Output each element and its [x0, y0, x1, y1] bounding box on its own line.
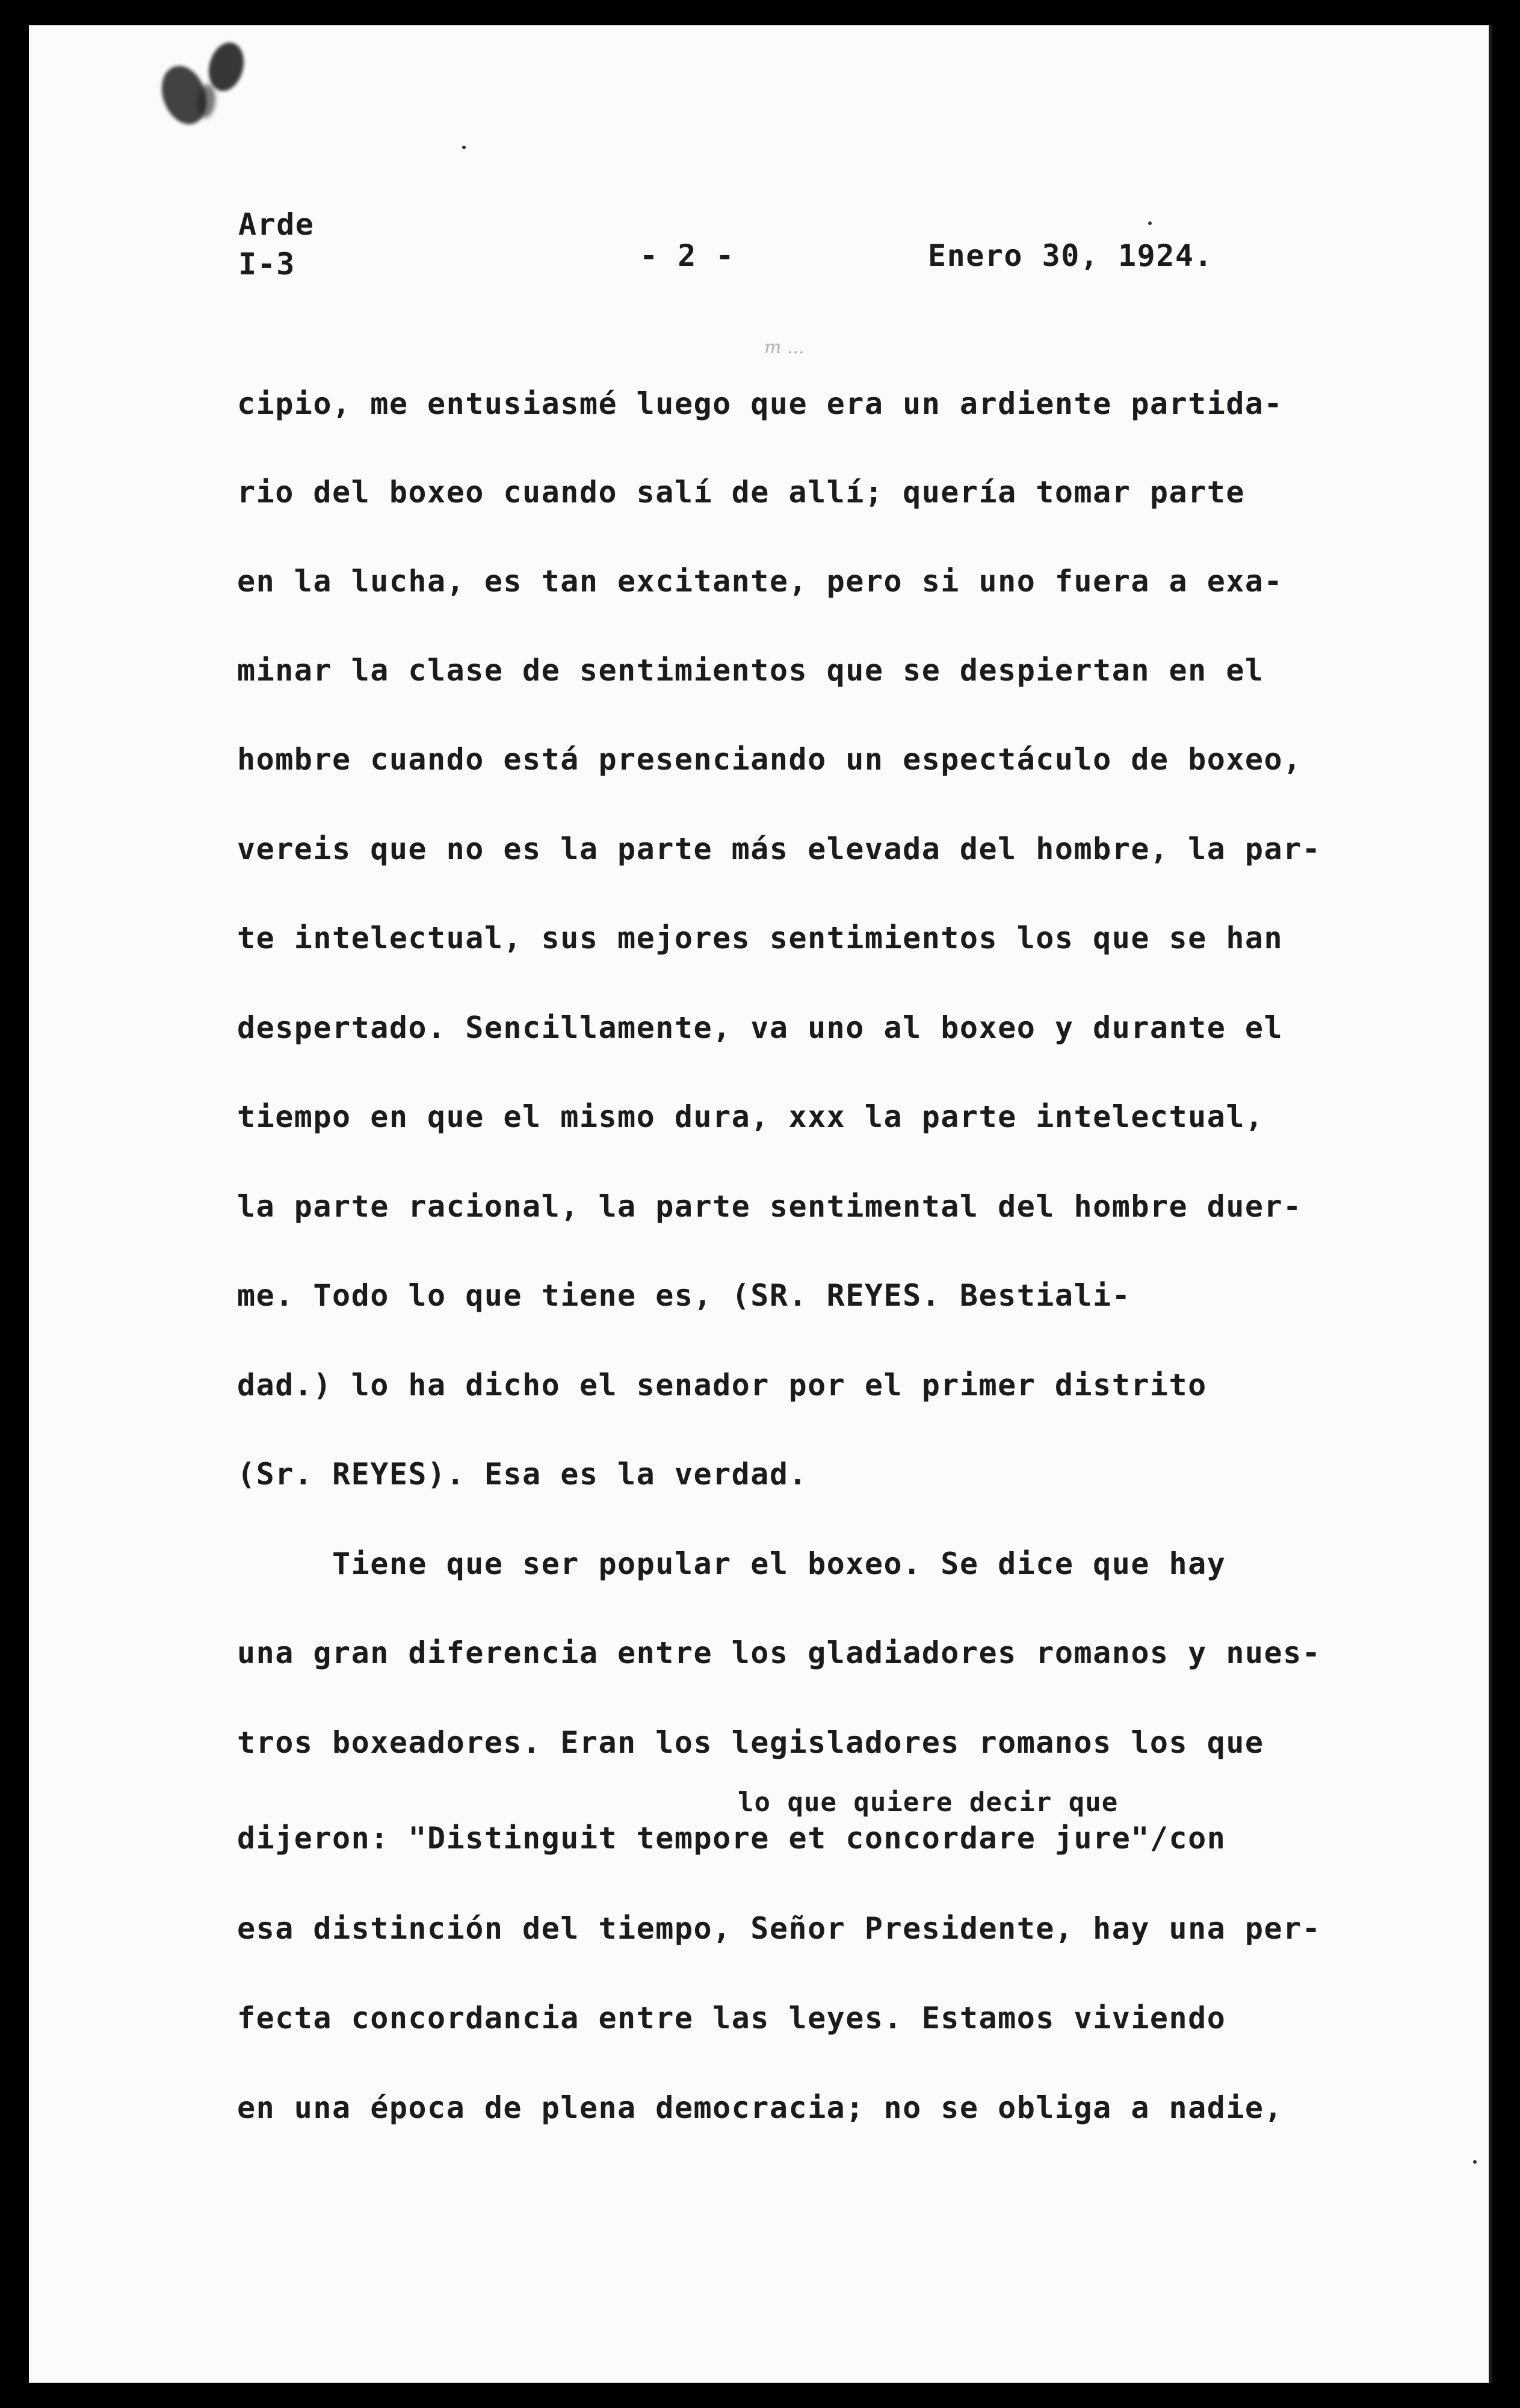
text-line: te intelectual, sus mejores sentimientos los que se han — [237, 921, 1284, 955]
text-line: la parte racional, la parte sentimental del hombre duer- — [237, 1189, 1302, 1224]
text-line: rio del boxeo cuando salí de allí; quería tomar parte — [237, 475, 1245, 510]
text-line: cipio, me entusiasmé luego que era un ardiente partida- — [237, 386, 1284, 421]
header-reference — [238, 205, 314, 284]
header-line-1: Arde — [238, 207, 315, 242]
text-line: dad.) lo ha dicho el senador por el primer distrito — [237, 1368, 1207, 1403]
text-line: dijeron: "Distinguit tempore et concordare jure"/con — [237, 1821, 1226, 1856]
speck — [1473, 2160, 1477, 2164]
text-line: en la lucha, es tan excitante, pero si uno fuera a exa- — [237, 564, 1284, 599]
text-line: fecta concordancia entre las leyes. Estamos viviendo — [237, 2001, 1226, 2036]
text-line: vereis que no es la parte más elevada del hombre, la par- — [237, 832, 1321, 866]
text-line: minar la clase de sentimientos que se despiertan en el — [237, 653, 1264, 688]
text-line: en una época de plena democracia; no se obliga a nadie, — [237, 2090, 1284, 2125]
header-line-2: I-3 — [238, 247, 295, 282]
speck — [462, 146, 466, 149]
text-line: me. Todo lo que tiene es, (SR. REYES. Bestiali- — [237, 1278, 1131, 1313]
text-line: una gran diferencia entre los gladiadores romanos y nues- — [237, 1635, 1321, 1670]
document-date: Enero 30, 1924. — [928, 238, 1214, 273]
text-line: esa distinción del tiempo, Señor Presidente, hay una per- — [237, 1911, 1321, 1946]
speck — [1148, 221, 1152, 225]
text-line: despertado. Sencillamente, va uno al boxeo y durante el — [237, 1010, 1284, 1045]
text-line: (Sr. REYES). Esa es la verdad. — [237, 1457, 808, 1492]
text-line: tros boxeadores. Eran los legisladores romanos los que — [237, 1725, 1264, 1760]
text-line: Tiene que ser popular el boxeo. Se dice que hay — [237, 1546, 1226, 1581]
text-line: tiempo en que el mismo dura, xxx la parte intelectual, — [237, 1099, 1264, 1134]
page-number: - 2 - — [640, 238, 735, 273]
pencil-note: m ... — [764, 337, 805, 358]
interlinear-annotation: lo que quiere decir que — [738, 1787, 1119, 1818]
text-line: hombre cuando está presenciando un espectáculo de boxeo, — [237, 742, 1302, 777]
